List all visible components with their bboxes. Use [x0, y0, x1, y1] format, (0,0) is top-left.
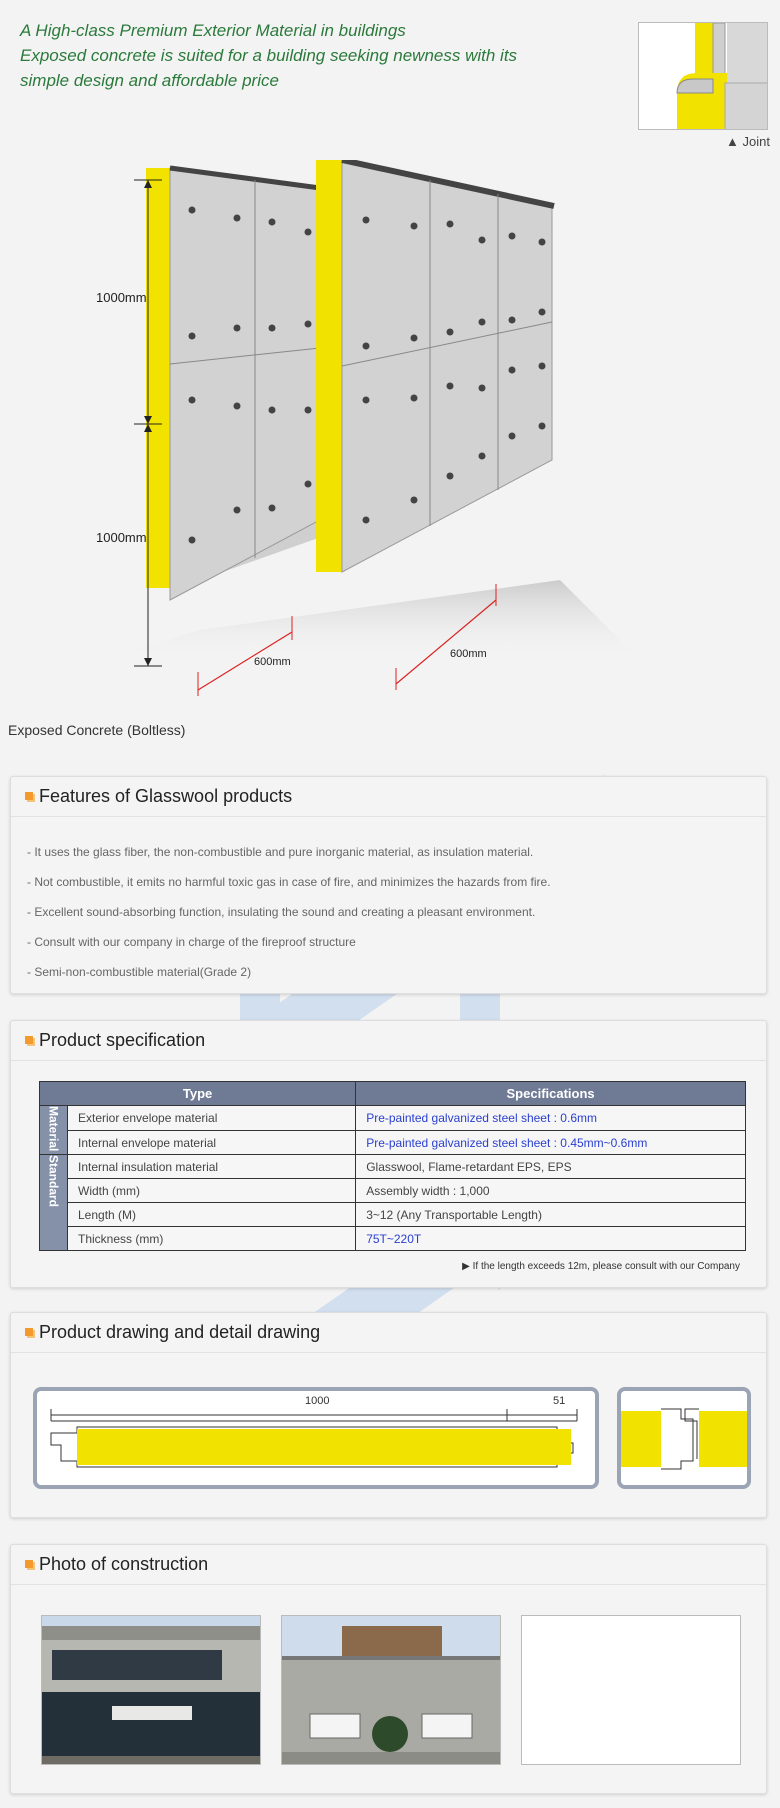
table-header-row	[40, 1082, 746, 1106]
list-item: - Excellent sound-absorbing function, insulating the sound and creating a pleasant environment.	[27, 905, 536, 919]
group-standard: Standard	[40, 1155, 68, 1251]
photo-header	[11, 1545, 766, 1585]
row-type: Internal envelope material	[68, 1130, 356, 1155]
dim-width-left: 600mm	[254, 656, 291, 668]
group-material: Material	[40, 1106, 68, 1155]
construction-photo-3	[521, 1615, 741, 1765]
table-row	[40, 1106, 746, 1131]
photo-panel	[10, 1544, 767, 1794]
bullet-icon	[25, 1560, 33, 1568]
row-value: Glasswool, Flame-retardant EPS, EPS	[356, 1155, 746, 1179]
intro-text	[20, 18, 540, 93]
dim-bottom-height: 1000mm	[96, 530, 147, 545]
row-value: 75T~220T	[356, 1227, 746, 1251]
bullet-icon	[25, 792, 33, 800]
features-list	[11, 817, 766, 987]
dim-side-label: 51	[553, 1395, 566, 1407]
table-row	[40, 1203, 746, 1227]
intro-line-3: simple design and affordable price	[20, 71, 279, 90]
spec-panel	[10, 1020, 767, 1288]
product-caption: Exposed Concrete (Boltless)	[8, 722, 186, 738]
photo-title: Photo of construction	[39, 1554, 209, 1574]
row-type: Width (mm)	[68, 1179, 356, 1203]
row-type: Exterior envelope material	[68, 1106, 356, 1131]
intro-line-2: Exposed concrete is suited for a building seeking newness with its	[20, 46, 518, 65]
table-row	[40, 1227, 746, 1251]
intro-line-1: A High-class Premium Exterior Material in buildings	[20, 21, 406, 40]
drawing-header	[11, 1313, 766, 1353]
table-row	[40, 1155, 746, 1179]
drawing-title: Product drawing and detail drawing	[39, 1322, 321, 1342]
row-value: Pre-painted galvanized steel sheet : 0.6mm	[356, 1106, 746, 1131]
features-title: Features of Glasswool products	[39, 786, 293, 806]
spec-table	[39, 1081, 746, 1251]
list-item: - It uses the glass fiber, the non-combustible and pure inorganic material, as insulation material.	[27, 845, 534, 859]
row-value: 3~12 (Any Transportable Length)	[356, 1203, 746, 1227]
bullet-icon	[25, 1036, 33, 1044]
construction-photo-1	[41, 1615, 261, 1765]
col-specifications: Specifications	[356, 1082, 746, 1106]
joint-detail-image	[638, 22, 768, 130]
list-item: - Consult with our company in charge of the fireproof structure	[27, 935, 356, 949]
spec-header	[11, 1021, 766, 1061]
construction-photo-2	[281, 1615, 501, 1765]
detail-drawing	[617, 1387, 751, 1489]
row-value: Pre-painted galvanized steel sheet : 0.45mm~0.6mm	[356, 1130, 746, 1155]
row-type: Thickness (mm)	[68, 1227, 356, 1251]
row-type: Length (M)	[68, 1203, 356, 1227]
dim-main-label: 1000	[305, 1395, 330, 1407]
col-type: Type	[40, 1082, 356, 1106]
spec-title: Product specification	[39, 1030, 206, 1050]
table-row	[40, 1179, 746, 1203]
dim-top-height: 1000mm	[96, 290, 147, 305]
features-panel	[10, 776, 767, 994]
panel-illustration	[80, 160, 680, 700]
bullet-icon	[25, 1328, 33, 1336]
joint-label: ▲ Joint	[726, 134, 770, 149]
section-drawing	[33, 1387, 599, 1489]
row-type: Internal insulation material	[68, 1155, 356, 1179]
spec-note: ▶ If the length exceeds 12m, please consult with our Company	[462, 1261, 740, 1272]
table-row	[40, 1130, 746, 1155]
list-item: - Not combustible, it emits no harmful toxic gas in case of fire, and minimizes the hazards from fire.	[27, 875, 551, 889]
drawing-panel	[10, 1312, 767, 1518]
features-header	[11, 777, 766, 817]
row-value: Assembly width : 1,000	[356, 1179, 746, 1203]
dim-width-right: 600mm	[450, 648, 487, 660]
list-item: - Semi-non-combustible material(Grade 2)	[27, 965, 252, 979]
